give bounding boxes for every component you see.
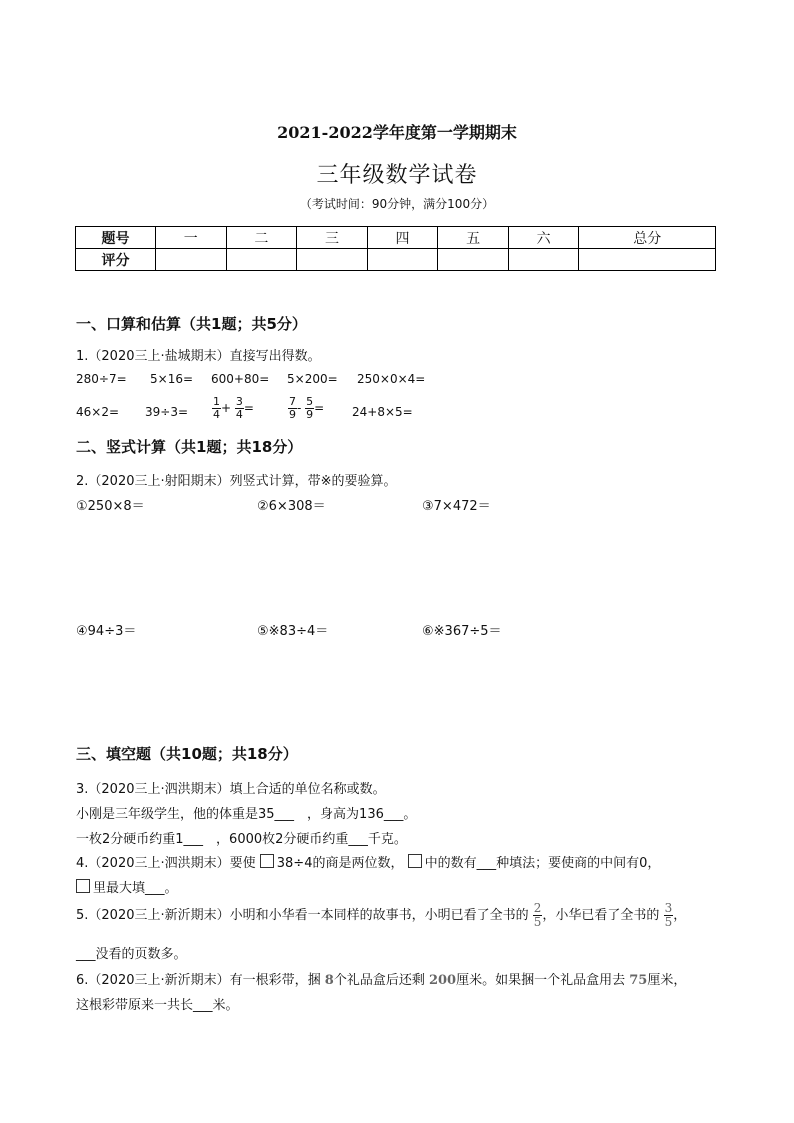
score-table-col-1: 一: [156, 227, 227, 249]
score-table-col-4: 四: [367, 227, 438, 249]
score-table-col-5: 五: [438, 227, 509, 249]
number-8: 8: [324, 973, 334, 988]
number-200: 200: [428, 973, 457, 988]
score-cell[interactable]: [156, 249, 227, 271]
section-2-heading: 二、竖式计算（共1题；共18分）: [76, 438, 303, 456]
section-3-heading: 三、填空题（共10题；共18分）: [76, 745, 298, 763]
fraction: $\frac{3}{5}$: [664, 901, 673, 929]
score-table-row-label: 题号: [76, 227, 156, 249]
fraction: $\frac{1}{4}$: [213, 395, 220, 421]
score-table-col-3: 三: [297, 227, 368, 249]
vertical-calc-item: ⑥※367÷5＝: [422, 624, 502, 639]
score-cell[interactable]: [508, 249, 579, 271]
score-cell[interactable]: [438, 249, 509, 271]
vertical-calc-item: ①250×8＝: [76, 499, 145, 514]
year-title: 2021-2022学年度第一学期期末: [277, 123, 517, 142]
score-table: [75, 226, 716, 271]
calc-item: 24+8×5=: [352, 405, 413, 419]
vertical-calc-item: ⑤※83÷4＝: [257, 624, 329, 639]
blank-box-icon: [76, 879, 90, 893]
page-title: 三年级数学试卷: [316, 163, 478, 188]
question-6-line-2: 这根彩带原来一共长___米。: [76, 998, 239, 1013]
score-cell[interactable]: [579, 249, 716, 271]
fraction: $\frac{3}{4}$: [235, 395, 243, 421]
fraction: $\frac{2}{5}$: [533, 901, 542, 929]
calc-item: 250×0×4=: [357, 372, 426, 386]
score-table-col-6: 六: [508, 227, 579, 249]
section-1-heading: 一、口算和估算（共1题；共5分）: [76, 315, 307, 333]
calc-item: 39÷3=: [145, 405, 189, 419]
question-3-stem: 3.（2020三上·泗洪期末）填上合适的单位名称或数。: [76, 782, 386, 797]
exam-info: （考试时间：90分钟，满分100分）: [299, 197, 495, 211]
fraction: $\frac{5}{9}$: [306, 395, 314, 421]
score-cell[interactable]: [367, 249, 438, 271]
vertical-calc-item: ②6×308＝: [257, 499, 326, 514]
score-table-row-label: 评分: [76, 249, 156, 271]
question-6: 6.（2020三上·新沂期末）有一根彩带，捆 8个礼品盒后还剩 200厘米。如果捆一个礼品盒用去 75厘米，: [76, 973, 687, 988]
question-4: 4.（2020三上·泗洪期末）要使 38÷4的商是两位数， 中的数有___种填法；要使商的中间有0，: [76, 856, 661, 871]
score-table-score-row: [76, 249, 716, 271]
fraction-expression-1: $\frac{1}{4}$ + $\frac{3}{4}$ =: [213, 395, 254, 421]
question-1-stem: 1.（2020三上·盐城期末）直接写出得数。: [76, 349, 321, 364]
vertical-calc-item: ③7×472＝: [422, 499, 491, 514]
question-3-line-1: 小刚是三年级学生，他的体重是35___ ，身高为136___。: [76, 807, 417, 822]
calc-item: 5×16=: [150, 372, 194, 386]
score-table-col-total: 总分: [579, 227, 716, 249]
blank-box-icon: [408, 854, 422, 868]
calc-item: 46×2=: [76, 405, 120, 419]
fraction: $\frac{7}{9}$: [289, 395, 296, 421]
question-2-stem: 2.（2020三上·射阳期末）列竖式计算，带※的要验算。: [76, 474, 397, 489]
score-cell[interactable]: [297, 249, 368, 271]
calc-item: 280÷7=: [76, 372, 127, 386]
question-3-line-2: 一枚2分硬币约重1___ ，6000枚2分硬币约重___千克。: [76, 832, 407, 847]
calc-item: 600+80=: [211, 372, 270, 386]
fraction-expression-2: $\frac{7}{9}$ - $\frac{5}{9}$ =: [289, 395, 325, 421]
question-5: 5.（2020三上·新沂期末）小明和小华看一本同样的故事书，小明已看了全书的 $\frac{2}{5}$ ，小华已看了全书的 $\frac{3}{5}$ ，: [76, 901, 687, 929]
vertical-calc-item: ④94÷3＝: [76, 624, 137, 639]
calc-item: 5×200=: [287, 372, 338, 386]
score-table-col-2: 二: [226, 227, 297, 249]
score-table-header-row: [76, 227, 716, 249]
blank-box-icon: [260, 854, 274, 868]
question-4-line-2: 里最大填___。: [76, 877, 178, 896]
question-5-line-2: ___没看的页数多。: [76, 947, 187, 962]
number-75: 75: [629, 973, 648, 988]
score-cell[interactable]: [226, 249, 297, 271]
